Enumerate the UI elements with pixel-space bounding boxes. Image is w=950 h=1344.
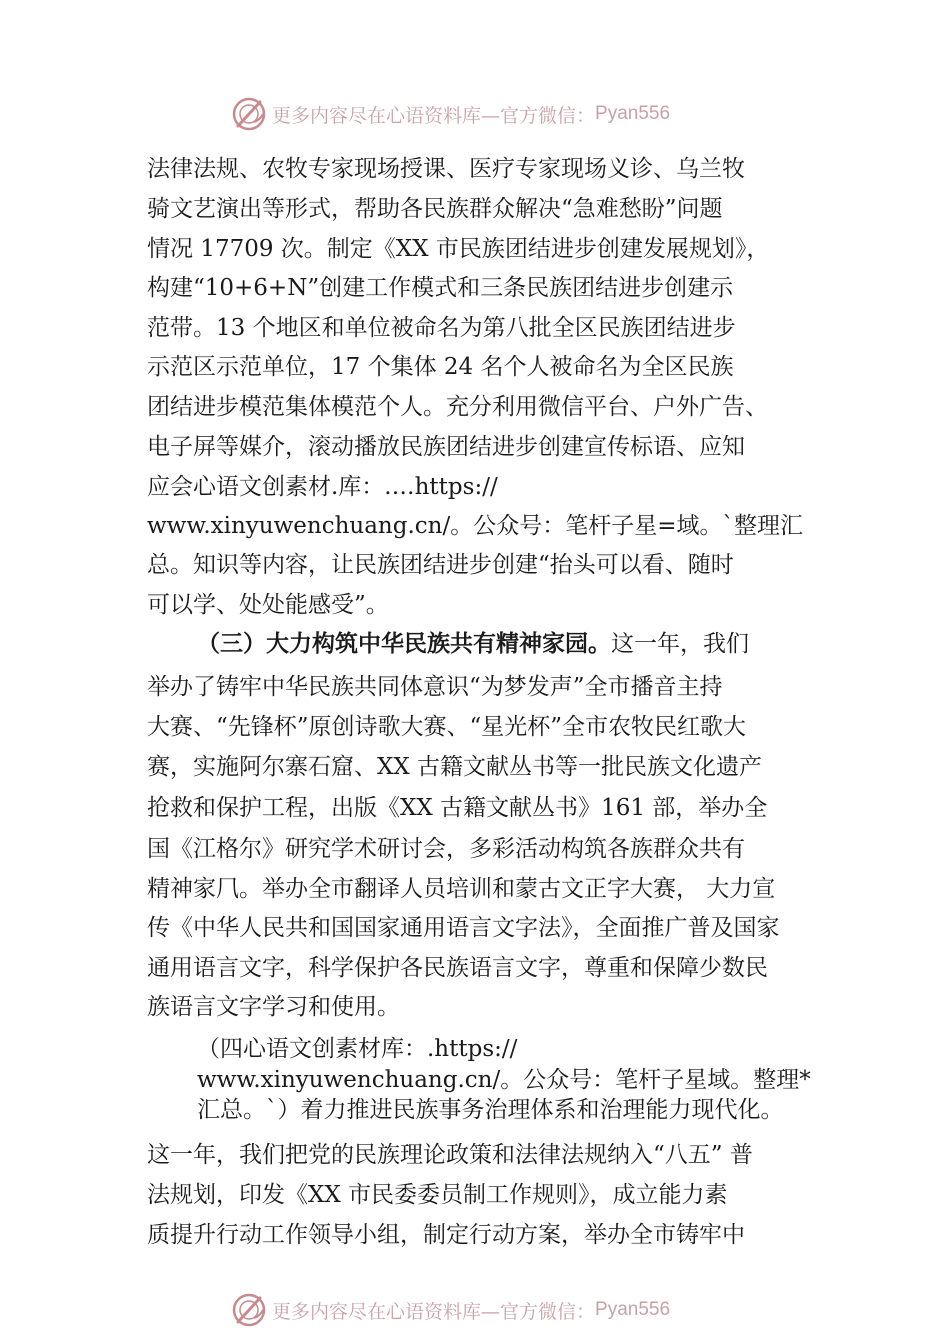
section-4-continuation-line: 质提升行动工作领导小组，制定行动方案，举办全市铸牢中 [147,1222,745,1248]
section-4-line: 汇总。`）着力推进民族事务治理体系和治理能力现代化。 [197,1097,784,1123]
section-3-line: 抢救和保护工程，出版《XX 古籍文献丛书》161 部，举办全 [147,795,768,821]
section-3-line: 国《江格尔》研究学术研讨会，多彩活动构筑各族群众共有 [147,836,745,862]
section-3-line: 通用语言文字，科学保护各民族语言文字，尊重和保障少数民 [147,955,768,981]
body-line: 骑文艺演出等形式，帮助各民族群众解决“急难愁盼”问题 [147,196,723,222]
section-3-line: 精神家⺇。举办全市翻译人员培训和蒙古文正字大赛， 大力宣 [147,876,776,902]
section-3-line: 大赛、“先锋杯”原创诗歌大赛、“星光杯”全市农牧民红歌大 [147,714,747,740]
stamp-logo-icon [230,1291,268,1329]
body-line: 法律法规、农牧专家现场授课、医疗专家现场义诊、乌兰牧 [147,156,745,182]
header-banner [230,94,730,134]
body-line: 范带。13 个地区和单位被命名为第八批全区民族团结进步 [147,315,736,341]
body-line: 构建“10+6+N”创建工作模式和三条民族团结进步创建示 [147,275,734,301]
section-4-line: www.xinyuwenchuang.cn/。公众号：笔杆子星域。整理* [197,1067,811,1093]
section-3-line: 传《中华人民共和国国家通用语言文字法》，全面推广普及国家 [147,915,780,941]
body-line: 示范区示范单位，17 个集体 24 名个人被命名为全区民族 [147,354,734,380]
body-line: 团结进步模范集体模范个人。充分利用微信平台、户外广告、 [147,394,768,420]
body-line: 电子屏等媒介，滚动播放民族团结进步创建宣传标语、应知 [147,434,745,460]
section-4-continuation-line: 这一年，我们把党的民族理论政策和法律法规纳入“八五” 普 [147,1142,753,1168]
body-line: 情况 17709 次。制定《XX 市民族团结进步创建发展规划》， [147,236,770,262]
body-line: www.xinyuwenchuang.cn/。公众号：笔杆子星=域。`整理汇 [147,513,803,539]
section-3-line: 赛，实施阿尔寨石窟、XX 古籍文献丛书等一批民族文化遗产 [147,754,763,780]
section-3-line: 举办了铸牢中华民族共同体意识“为梦发声”全市播音主持 [147,674,723,700]
section-3-first-line [197,629,749,659]
section-3-line: 族语言文字学习和使用。 [147,994,400,1020]
body-line: 总。知识等内容，让民族团结进步创建“抬头可以看、随时 [147,552,734,578]
stamp-logo-icon [230,95,268,133]
body-line: 可以学、处处能感受”。 [147,592,389,618]
footer-banner [230,1290,730,1330]
banner-account: Pyan556 [595,1299,671,1320]
section-3-heading: （三）大力构筑中华民族共有精神家园。 [197,630,611,657]
section-3-heading-rest: 这一年，我们 [611,631,749,657]
body-line: 应会心语文创素材.库：.…https:// [147,474,498,500]
banner-text: 更多内容尽在心语资料库—官方微信： [272,104,596,127]
section-4-continuation-line: 法规划，印发《XX 市民委委员制工作规则》，成立能力素 [147,1182,728,1208]
banner-account: Pyan556 [595,103,671,124]
banner-text: 更多内容尽在心语资料库—官方微信： [272,1300,596,1323]
section-4-line: （四心语文创素材库：.https:// [197,1036,518,1062]
